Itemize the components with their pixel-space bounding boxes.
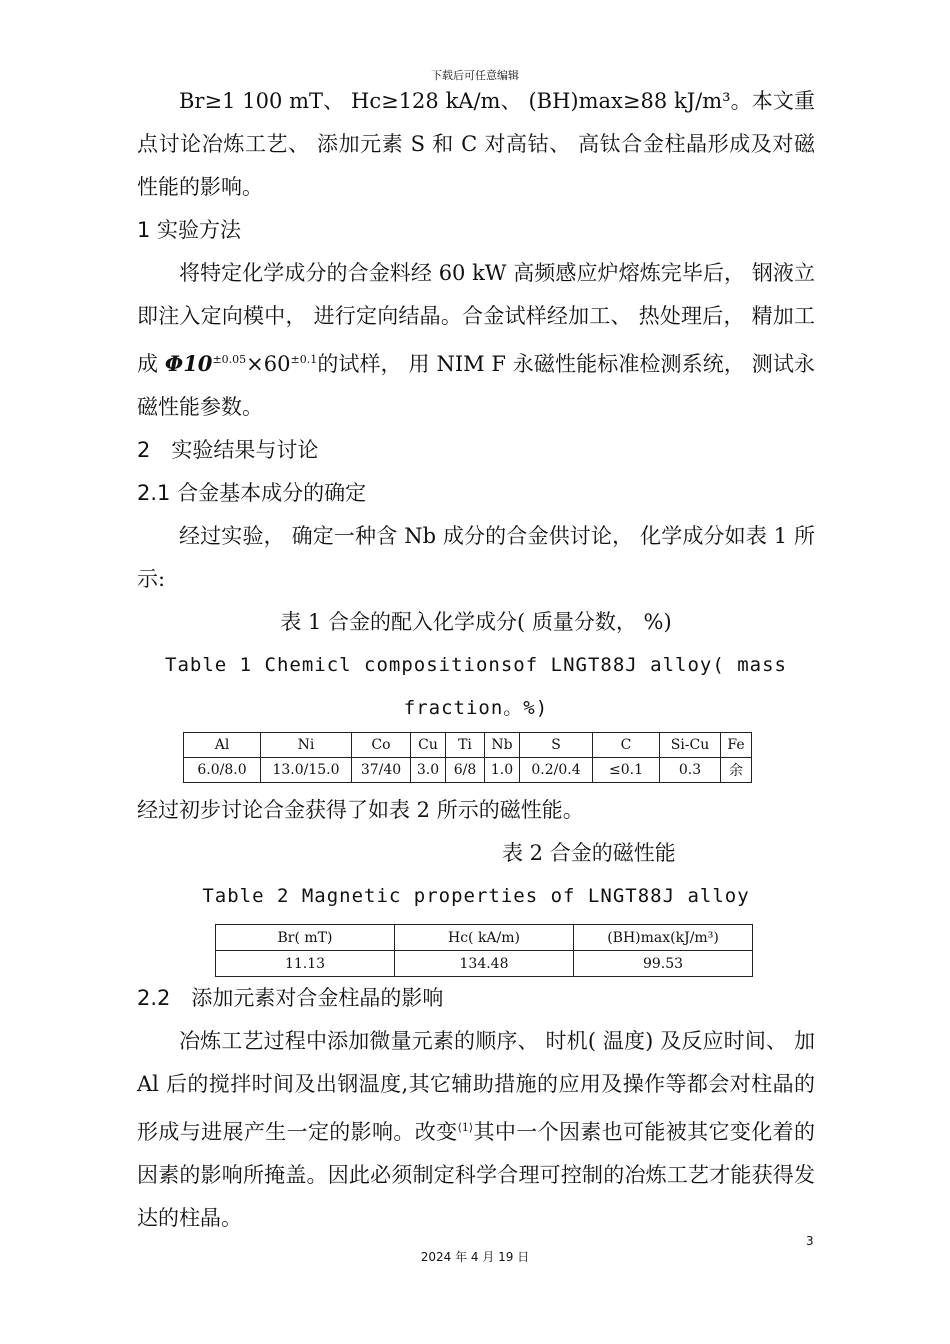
table-cell: 6.0/8.0	[184, 758, 261, 783]
table-cell: 134.48	[395, 951, 574, 977]
document-body	[137, 80, 815, 1240]
table-cell: 3.0	[411, 758, 446, 783]
table-2-caption-cn: 表 2 合金的磁性能	[502, 841, 676, 865]
table-cell: 99.53	[574, 951, 753, 977]
table-header-cell: Cu	[411, 733, 446, 758]
table-row	[184, 758, 752, 783]
section-2-1-paragraph: 经过实验， 确定一种含 Nb 成分的合金供讨论， 化学成分如表 1 所示:	[137, 524, 815, 591]
table-1-caption-en-line1: Table 1 Chemicl compositionsof LNGT88J alloy( mass	[165, 654, 787, 676]
table-header-cell: Nb	[485, 733, 520, 758]
page-footer-date: 2024 年 4 月 19 日	[420, 1250, 530, 1264]
table-cell: ≤0.1	[593, 758, 660, 783]
table-cell: 0.2/0.4	[520, 758, 593, 783]
table-1-followup: 经过初步讨论合金获得了如表 2 所示的磁性能。	[137, 798, 584, 822]
section-2-2-paragraph	[137, 1020, 815, 1240]
magnetic-properties-table	[215, 924, 753, 977]
table-cell: 1.0	[485, 758, 520, 783]
diameter-symbol: Φ10	[164, 351, 213, 376]
section-2-2-heading: 2.2 添加元素对合金柱晶的影响	[137, 986, 444, 1010]
section-1-paragraph	[137, 252, 815, 429]
table-header-cell: S	[520, 733, 593, 758]
tolerance-2: ±0.1	[290, 353, 318, 366]
table-header-row	[184, 733, 752, 758]
table-cell: 余	[721, 758, 752, 783]
page-header: 下载后可任意编辑	[431, 69, 519, 82]
section-1-text-b: 的试样， 用 NIM F 永磁性能标准检测系统， 测试永磁性能参数。	[137, 352, 815, 419]
section-2-1-heading: 2.1 合金基本成分的确定	[137, 481, 367, 505]
length-value: ×60	[246, 352, 291, 376]
section-2-2-text-a: 冶炼工艺过程中添加微量元素的顺序、 时机( 温度) 及反应时间、 加 Al 后的搅拌时间及出钢温度,其它辅助措施的应用及操作等都会对柱晶的形成与进展产生一定的影响。改变	[137, 1029, 815, 1144]
table-cell: 37/40	[352, 758, 411, 783]
table-header-cell: (BH)max(kJ/m³)	[574, 925, 753, 951]
table-header-cell: Al	[184, 733, 261, 758]
section-1-text-a: 将特定化学成分的合金料经 60 kW 高频感应炉熔炼完毕后， 钢液立即注入定向模中， 进行定向结晶。合金试样经加工、 热处理后， 精加工成	[137, 261, 815, 376]
table-header-cell: Ti	[446, 733, 485, 758]
composition-table	[183, 732, 752, 783]
table-1-caption-en-line2: fraction。%)	[403, 697, 549, 719]
table-header-cell: Fe	[721, 733, 752, 758]
reference-marker: ⟨1⟩	[457, 1121, 474, 1134]
page-number: 3	[806, 1234, 814, 1248]
table-header-cell: Hc( kA/m)	[395, 925, 574, 951]
table-header-cell: Ni	[261, 733, 352, 758]
table-row	[216, 951, 753, 977]
table-2-caption-en: Table 2 Magnetic properties of LNGT88J alloy	[202, 885, 750, 907]
intro-paragraph: Br≥1 100 mT、 Hc≥128 kA/m、 (BH)max≥88 kJ/m³。本文重点讨论冶炼工艺、 添加元素 S 和 C 对高钴、 高钛合金柱晶形成及对磁性能的影响。	[137, 89, 815, 199]
table-cell: 6/8	[446, 758, 485, 783]
section-2-heading: 2 实验结果与讨论	[137, 438, 319, 462]
table-cell: 13.0/15.0	[261, 758, 352, 783]
table-header-cell: C	[593, 733, 660, 758]
table-header-cell: Si-Cu	[660, 733, 721, 758]
table-cell: 11.13	[216, 951, 395, 977]
table-1-caption-cn: 表 1 合金的配入化学成分( 质量分数， %)	[280, 610, 672, 634]
table-header-cell: Br( mT)	[216, 925, 395, 951]
table-header-row	[216, 925, 753, 951]
table-cell: 0.3	[660, 758, 721, 783]
tolerance-1: ±0.05	[212, 353, 247, 366]
section-2-2-text-b: 其中一个因素也可能被其它变化着的因素的影响所掩盖。因此必须制定科学合理可控制的冶炼工艺才能获得发达的柱晶。	[137, 1120, 816, 1230]
section-1-heading: 1 实验方法	[137, 218, 242, 242]
table-header-cell: Co	[352, 733, 411, 758]
